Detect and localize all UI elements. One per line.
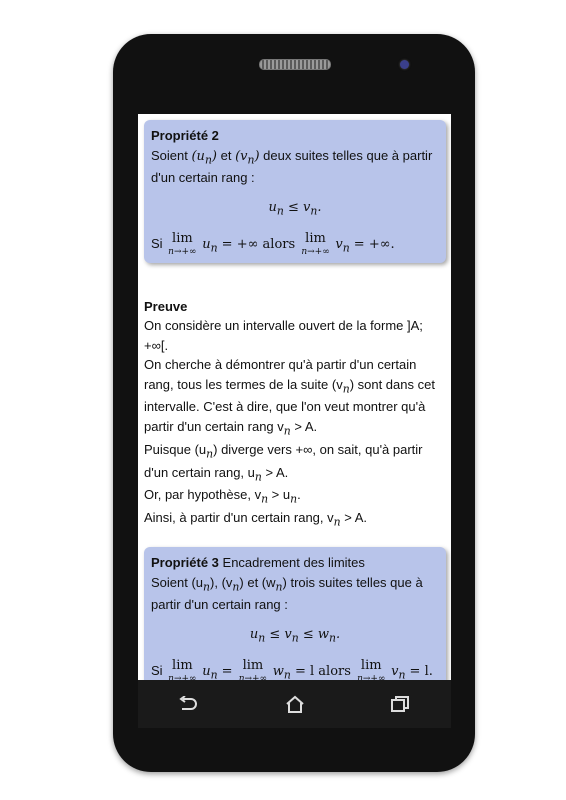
phone-bottom-bezel	[113, 728, 475, 772]
limit-operator: lim n→+∞	[301, 230, 330, 257]
back-arrow-icon	[178, 696, 198, 712]
proof-line: Ainsi, à partir d'un certain rang, $v_n > A$.	[144, 510, 368, 529]
property-3-inequality: $u_n \le v_n \le w_n$.	[249, 626, 341, 645]
property-3-box	[144, 547, 446, 680]
phone-frame	[113, 34, 475, 772]
recents-button[interactable]	[388, 692, 412, 716]
proof-title: Preuve	[144, 298, 188, 314]
home-button[interactable]	[283, 692, 307, 716]
property-2-title: Propriété 2	[151, 128, 219, 143]
property-3-limit-statement: Si lim n→+∞ $u_n$ = lim n→+∞ $w_n = l$ alors lim n→+∞ $v_n = l$.	[151, 659, 439, 680]
android-nav-bar	[138, 680, 451, 728]
screen[interactable]	[138, 114, 451, 680]
lesson-content	[144, 114, 446, 680]
property-2-statement: Soient $(u_n)$ et $(v_n)$ deux suites telles que à partir d'un certain rang :	[151, 147, 433, 186]
recents-icon	[390, 695, 410, 713]
proof-section	[144, 297, 446, 531]
front-camera	[400, 60, 409, 69]
proof-line: Puisque $(u_n)$ diverge vers +∞, on sait, qu'à partir d'un certain rang, $u_n > A$.	[144, 441, 423, 484]
back-button[interactable]	[176, 692, 200, 716]
proof-line: On considère un intervalle ouvert de la forme ]A; +∞[.	[144, 318, 423, 353]
limit-operator: lim n→+∞	[357, 657, 386, 680]
limit-operator: lim n→+∞	[238, 657, 268, 680]
proof-line: On cherche à démontrer qu'à partir d'un certain rang, tous les termes de la suite $(v_n)$ sont dans cet intervalle. C'est à dire, que l'on veut montrer qu'à partir d'un certain rang $v_n > A$.	[144, 357, 435, 438]
speaker-grille	[259, 59, 331, 70]
home-icon	[285, 695, 305, 713]
property-3-statement: Soient $(u_n)$, $(v_n)$ et $(w_n)$ trois suites telles que à partir d'un certain rang :	[151, 574, 423, 613]
property-2-inequality: $u_n \le v_n$.	[268, 199, 322, 218]
proof-line: Or, par hypothèse, $v_n > u_n$.	[144, 487, 301, 507]
limit-operator: lim n→+∞	[168, 230, 197, 257]
property-2-box	[144, 120, 446, 263]
property-3-heading: Propriété 3 Encadrement des limites	[151, 555, 365, 571]
property-2-limit-statement: Si lim n→+∞ $u_n$ = +∞ alors lim n→+∞ $v_n$ = +∞.	[151, 230, 395, 257]
limit-operator: lim n→+∞	[168, 657, 197, 680]
phone-top-bezel	[113, 34, 475, 114]
